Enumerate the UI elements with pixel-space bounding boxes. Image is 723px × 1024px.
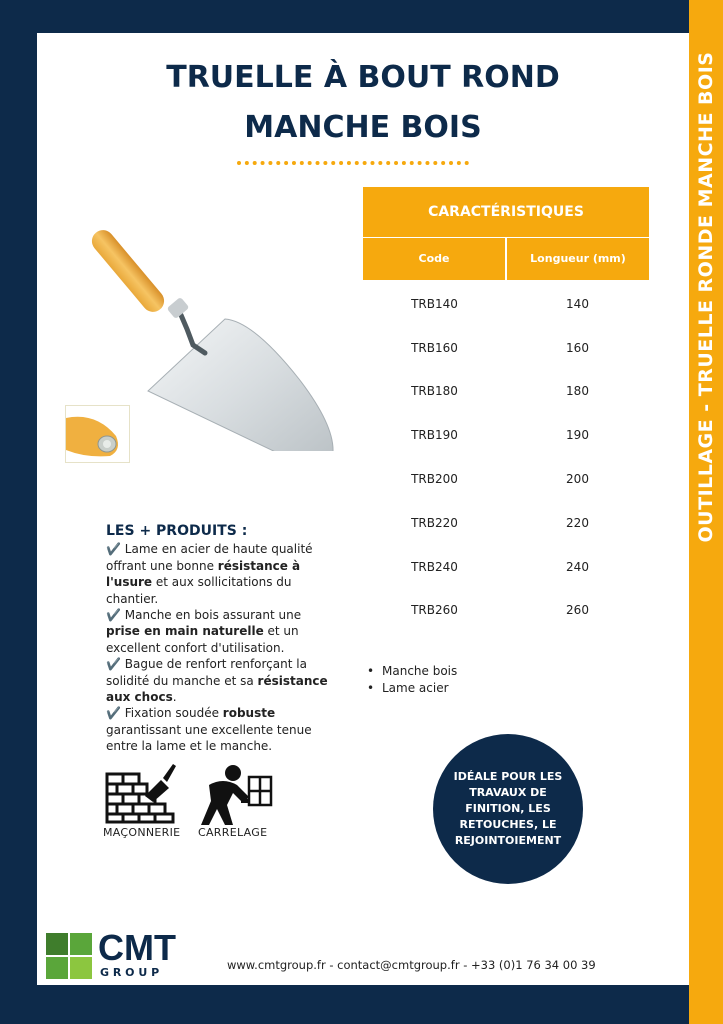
cell-length: 180: [566, 384, 589, 399]
cell-length: 200: [566, 472, 589, 487]
tiling-icon: [197, 763, 273, 827]
feature-bullets: [367, 663, 457, 697]
table-row: [363, 457, 649, 501]
check-icon: ✔️: [106, 657, 121, 672]
cell-code: TRB180: [411, 384, 458, 399]
list-item: • Manche bois: [367, 663, 457, 680]
check-icon: ✔️: [106, 542, 121, 557]
table-row: [363, 326, 649, 370]
cell-code: TRB140: [411, 296, 458, 311]
cell-code: TRB240: [411, 559, 458, 574]
cell-length: 140: [566, 296, 589, 311]
benefit-item: ✔️ Lame en acier de haute qualité offrant une bonne résistance à l'usure et aux sollicitations du chantier.: [106, 542, 313, 606]
column-header-code: Code: [363, 238, 507, 280]
table-row: [363, 413, 649, 457]
cell-length: 160: [566, 340, 589, 355]
benefit-item: ✔️ Manche en bois assurant une prise en main naturelle et un excellent confort d'utilisation.: [106, 608, 302, 655]
masonry-label: MAÇONNERIE: [103, 826, 181, 839]
table-body: [363, 282, 649, 632]
cell-length: 260: [566, 603, 589, 618]
cell-length: 240: [566, 559, 589, 574]
table-row: [363, 545, 649, 589]
table-row: [363, 370, 649, 414]
title-line-2: MANCHE BOIS: [244, 110, 482, 145]
cell-length: 220: [566, 515, 589, 530]
cell-code: TRB200: [411, 472, 458, 487]
footer-contact: www.cmtgroup.fr - contact@cmtgroup.fr - +33 (0)1 76 34 00 39: [227, 958, 596, 972]
masonry-icon: [105, 760, 177, 824]
table-row: [363, 589, 649, 633]
column-header-length: Longueur (mm): [530, 252, 626, 265]
benefits-heading: LES + PRODUITS :: [106, 523, 248, 539]
page-title: [37, 53, 689, 153]
tiling-label: CARRELAGE: [198, 826, 268, 839]
table-column-headers: [363, 238, 649, 280]
list-item: • Lame acier: [367, 680, 457, 697]
cell-length: 190: [566, 428, 589, 443]
cell-code: TRB160: [411, 340, 458, 355]
logo-sub: G R O U P: [100, 966, 160, 979]
benefit-item: ✔️ Bague de renfort renforçant la solidité du manche et sa résistance aux chocs.: [106, 657, 328, 705]
title-divider: [237, 161, 469, 165]
logo-name: CMT: [98, 927, 176, 968]
usage-badge: IDÉALE POUR LES TRAVAUX DE FINITION, LES RETOUCHES, LE REJOINTOIEMENT: [433, 734, 583, 884]
handle-detail-image: [65, 405, 130, 463]
cmt-logo: [46, 927, 186, 985]
check-icon: ✔️: [106, 706, 121, 721]
side-banner-text: OUTILLAGE - TRUELLE RONDE MANCHE BOIS: [695, 51, 717, 543]
cell-code: TRB220: [411, 515, 458, 530]
cell-code: TRB190: [411, 428, 458, 443]
cell-code: TRB260: [411, 603, 458, 618]
table-heading: CARACTÉRISTIQUES: [363, 187, 649, 237]
product-benefits: [106, 523, 338, 755]
table-row: [363, 501, 649, 545]
benefit-item: ✔️ Fixation soudée robuste garantissant une excellente tenue entre la lame et le manche.: [106, 706, 312, 754]
table-row: [363, 282, 649, 326]
check-icon: ✔️: [106, 608, 121, 623]
product-sheet: [37, 33, 689, 985]
title-line-1: TRUELLE À BOUT ROND: [166, 60, 560, 95]
